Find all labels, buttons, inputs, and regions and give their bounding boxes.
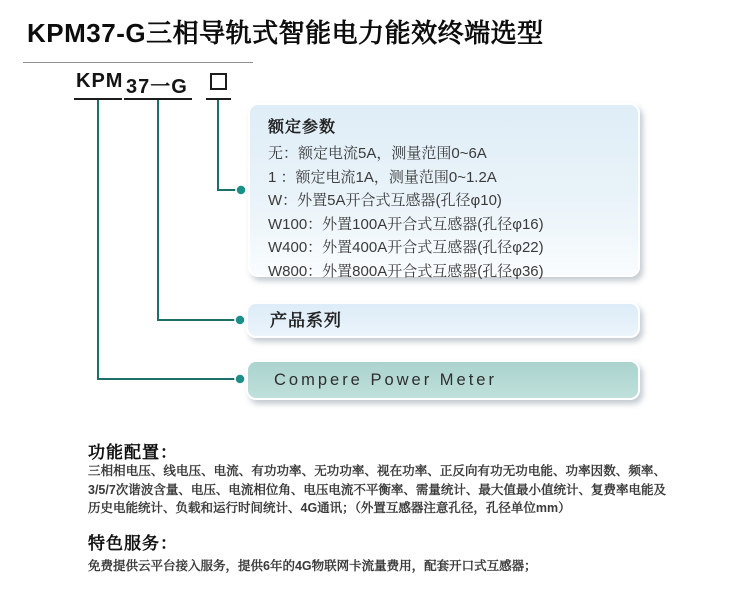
page-title: KPM37-G三相导轨式智能电力能效终端选型 xyxy=(27,18,544,48)
rated-item-w100: W100：外置100A开合式互感器(孔径φ16) xyxy=(268,215,544,233)
model-underline-placeholder xyxy=(206,98,231,100)
rated-item-w: W：外置5A开合式互感器(孔径φ10) xyxy=(268,192,502,209)
features-heading: 功能配置： xyxy=(88,443,178,462)
model-segment-series-code: 37一G xyxy=(126,76,188,98)
rated-item-w800: W800：外置800A开合式互感器(孔径φ36) xyxy=(268,262,544,280)
model-underline-series-code xyxy=(124,98,192,100)
product-series-box xyxy=(246,302,640,338)
rated-parameters-heading: 额定参数 xyxy=(268,119,337,136)
model-segment-prefix: KPM xyxy=(76,70,124,92)
rated-item-1: 1 ：额定电流1A，测量范围0~1.2A xyxy=(268,168,497,186)
rated-item-w400: W400：外置400A开合式互感器(孔径φ22) xyxy=(268,239,544,256)
title-underline xyxy=(23,62,253,63)
model-underline-prefix xyxy=(74,98,122,100)
brand-box xyxy=(246,360,640,400)
connector-line-rated xyxy=(218,100,236,190)
model-placeholder-box xyxy=(210,73,227,90)
connector-dot-series xyxy=(235,315,245,325)
services-body: 免费提供云平台接入服务，提供6年的4G物联网卡流量费用，配套开口式互感器； xyxy=(88,559,537,573)
rated-item-none: 无：额定电流5A，测量范围0~6A xyxy=(268,145,487,162)
connector-line-brand xyxy=(98,100,235,379)
connector-line-series xyxy=(158,100,235,320)
services-heading: 特色服务： xyxy=(88,534,178,553)
rated-parameters-box xyxy=(248,103,640,280)
product-series-label: 产品系列 xyxy=(270,311,342,330)
connector-dot-brand xyxy=(235,374,245,384)
features-body: 三相相电压、线电压、电流、有功功率、无功功率、视在功率、正反向有功无功电能、功率因数、频率、3/5/7次谐波含量、电压、电流相位角、电压电流不平衡率、需量统计、最大值最小值统计、复费率电能及历史电能统计、负载和运行时间统计、4G通讯；（外置互感器注意孔径，孔径单位mm） xyxy=(88,464,666,515)
brand-label: Compere Power Meter xyxy=(274,371,497,389)
connector-dot-rated xyxy=(236,185,246,195)
